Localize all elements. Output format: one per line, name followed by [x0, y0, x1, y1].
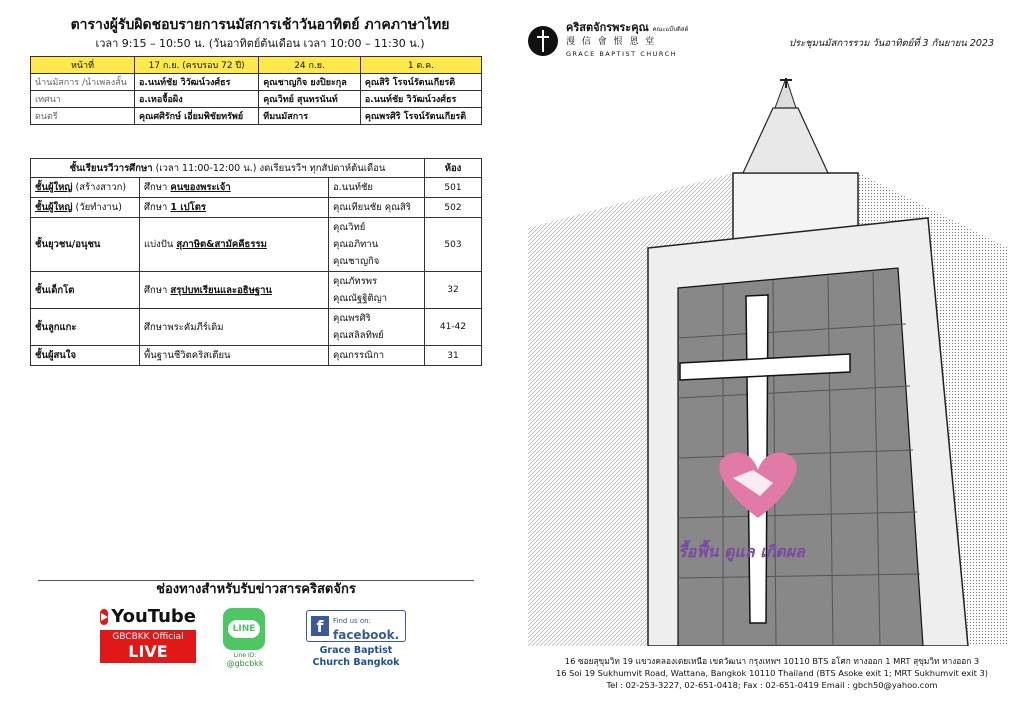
room-header: ห้อง — [425, 159, 482, 178]
person-cell: คุณพรศิริ โรจน์รัตนเกียรติ — [360, 108, 481, 125]
church-name-thai — [566, 22, 688, 36]
teacher-name: อ.นนท์ชัย — [333, 182, 373, 193]
teacher-name: คุณอภิทาน — [333, 239, 379, 250]
table-row — [31, 108, 482, 125]
person-cell: คุณชาญกิจ ยงปิยะกุล — [259, 74, 361, 91]
line-wordmark: LINE — [228, 620, 261, 638]
classes-header — [31, 159, 425, 178]
room-cell: 502 — [425, 198, 482, 218]
column-header: 1 ต.ค. — [360, 57, 481, 74]
teacher-cell — [329, 272, 425, 309]
address-thai: 16 ซอยสุขุมวิท 19 แขวงคลองเตยเหนือ เขตวัฒนา กรุงเทพฯ 10110 BTS อโศก ทางออก 1 MRT สุขุมวิท ทางออก 3 — [564, 656, 980, 666]
column-header: 17 ก.ย. (ครบรอบ 72 ปี) — [135, 57, 259, 74]
teacher-cell — [329, 346, 425, 366]
table-row — [31, 346, 482, 366]
study-title: สรุปบทเรียนและอธิษฐาน — [170, 284, 272, 296]
youtube-wordmark: YouTube — [111, 606, 196, 627]
person-cell: คุณวิทย์ สุนทรนันท์ — [259, 91, 361, 108]
study-title: สุภาษิต&สามัคคีธรรม — [176, 239, 267, 250]
role-cell: นำนมัสการ /นำเพลงสั้น — [31, 74, 135, 91]
youtube-live-label: LIVE — [128, 642, 168, 661]
classes-header-main: ชั้นเรียนรวีวารศึกษา — [69, 162, 153, 174]
teacher-name: คุณพรศิริ — [333, 313, 371, 324]
teacher-cell — [329, 218, 425, 272]
study-cell — [140, 198, 329, 218]
person-cell: คุณศศิรักษ์ เอี่ยมพิชัยทรัพย์ — [135, 108, 259, 125]
teacher-cell — [329, 198, 425, 218]
facebook-badge-text — [333, 610, 399, 642]
level-cell: ชั้นเด็กโต — [31, 272, 140, 309]
church-logo — [528, 22, 688, 60]
role-cell: ดนตรี — [31, 108, 135, 125]
teacher-name: คุณวิทย์ — [333, 222, 366, 233]
table-header-row — [31, 57, 482, 74]
news-channels-title — [38, 578, 474, 599]
line-icon — [223, 608, 265, 650]
study-title: คนของพระเจ้า — [170, 182, 231, 193]
schedule-title: ตารางผู้รับผิดชอบรายการนมัสการเช้าวันอาทิตย์ ภาคภาษาไทย — [70, 17, 450, 33]
youtube-play-icon — [100, 609, 108, 625]
study-cell — [140, 178, 329, 198]
teacher-name: คุณชาญกิจ — [333, 256, 380, 267]
teacher-name: คุณเทียนชัย คุณสิริ — [333, 202, 411, 213]
sunday-school-table — [30, 158, 482, 366]
column-header: 24 ก.ย. — [259, 57, 361, 74]
facebook-find-label: Find us on: — [333, 617, 371, 625]
level-cell — [31, 198, 140, 218]
study-title: 1 เปโตร — [170, 202, 206, 213]
level-cell: ชั้นผู้สนใจ — [31, 346, 140, 366]
table-row — [31, 218, 482, 272]
facebook-channel[interactable] — [306, 610, 406, 669]
table-row — [31, 198, 482, 218]
facebook-name-line2: Church Bangkok — [312, 657, 400, 668]
church-address — [524, 655, 1020, 691]
teacher-cell — [329, 309, 425, 346]
level-cell — [31, 178, 140, 198]
service-date: ประชุมนมัสการรวม วันอาทิตย์ที่ 3 กันยายน 2023 — [788, 38, 994, 49]
level-cell: ชั้นยุวชน/อนุชน — [31, 218, 140, 272]
person-cell: อ.นนท์ชัย วิวัฒน์วงศ์ธร — [360, 91, 481, 108]
youtube-live-badge — [100, 630, 196, 663]
duty-schedule-table — [30, 56, 482, 125]
schedule-subtitle: เวลา 9:15 – 10:50 น. (วันอาทิตย์ต้นเดือน เวลา 10:00 – 11:30 น.) — [95, 37, 425, 50]
classes-header-rest: (เวลา 11:00-12:00 น.) งดเรียนรวีฯ ทุกสัปดาห์ต้นเดือน — [152, 162, 386, 174]
facebook-name-line1: Grace Baptist — [319, 645, 393, 656]
person-cell: อ.เหอจื้อผิง — [135, 91, 259, 108]
study-cell — [140, 218, 329, 272]
youtube-channel-name: GBCBKK Official — [112, 632, 184, 642]
level-label: ชั้นผู้ใหญ่ — [35, 202, 73, 213]
room-cell: 41-42 — [425, 309, 482, 346]
level-label: ชั้นผู้ใหญ่ — [35, 182, 73, 193]
teacher-name: คุณกรรณิกา — [333, 350, 385, 361]
facebook-icon: f — [311, 616, 329, 636]
facebook-wordmark: facebook. — [333, 628, 400, 642]
table-row — [31, 309, 482, 346]
table-row — [31, 74, 482, 91]
person-cell: อ.นนท์ชัย วิวัฒน์วงศ์ธร — [135, 74, 259, 91]
facebook-badge — [306, 610, 406, 642]
church-name-thai-main: คริสตจักรพระคุณ — [566, 21, 649, 34]
contact-info: Tel : 02-253-3227, 02-651-0418; Fax : 02-651-0419 Email : gbch50@yahoo.com — [606, 680, 938, 690]
slogan: รื้อฟื้น ดูแล เกิดผล — [678, 542, 805, 561]
line-id-label: Line ID: — [233, 652, 257, 659]
study-prefix: แบ่งปัน — [144, 239, 177, 250]
level-cell: ชั้นลูกแกะ — [31, 309, 140, 346]
facebook-page-name — [306, 645, 406, 669]
study-cell: ศึกษาพระคัมภีร์เดิม — [140, 309, 329, 346]
address-english: 16 Soi 19 Sukhumvit Road, Wattana, Bangkok 10110 Thailand (BTS Asoke exit 1; MRT Sukhumvit exit 3) — [555, 668, 989, 678]
level-note: (สร้างสาวก) — [72, 182, 127, 193]
table-row — [31, 178, 482, 198]
study-cell: พื้นฐานชีวิตคริสเตียน — [140, 346, 329, 366]
teacher-name: คุณสลิลทิพย์ — [333, 330, 384, 341]
church-name-thai-small: คณะแบ๊บติสต์ — [652, 26, 689, 33]
church-name-english: GRACE BAPTIST CHURCH — [566, 50, 678, 58]
table-row — [31, 91, 482, 108]
study-prefix: ศึกษา — [144, 202, 171, 213]
study-prefix: ศึกษา — [144, 182, 171, 193]
room-cell: 32 — [425, 272, 482, 309]
youtube-logo — [100, 606, 196, 627]
study-cell — [140, 272, 329, 309]
person-cell: คุณสิริ โรจน์รัตนเกียรติ — [360, 74, 481, 91]
teacher-cell — [329, 178, 425, 198]
column-header: หน้าที่ — [31, 57, 135, 74]
church-name-chinese: 漫 信 會 恨 恩 堂 — [566, 37, 657, 47]
study-prefix: ศึกษา — [144, 284, 171, 296]
level-note: (วัยทำงาน) — [72, 202, 122, 213]
table-row — [31, 272, 482, 309]
line-channel[interactable] — [223, 608, 267, 668]
teacher-name: คุณณัฐฐิติญา — [333, 293, 388, 304]
cross-logo-icon — [528, 26, 558, 56]
line-id: @gbcbkk — [226, 659, 264, 668]
role-cell: เทศนา — [31, 91, 135, 108]
church-name — [566, 22, 688, 60]
room-cell: 31 — [425, 346, 482, 366]
person-cell: ทีมนมัสการ — [259, 108, 361, 125]
table-header-row — [31, 159, 482, 178]
news-title-text: ช่องทางสำหรับรับข่าวสารคริสตจักร — [148, 582, 364, 597]
room-cell: 501 — [425, 178, 482, 198]
teacher-name: คุณภัทรพร — [333, 276, 378, 287]
youtube-channel[interactable] — [100, 606, 196, 663]
room-cell: 503 — [425, 218, 482, 272]
